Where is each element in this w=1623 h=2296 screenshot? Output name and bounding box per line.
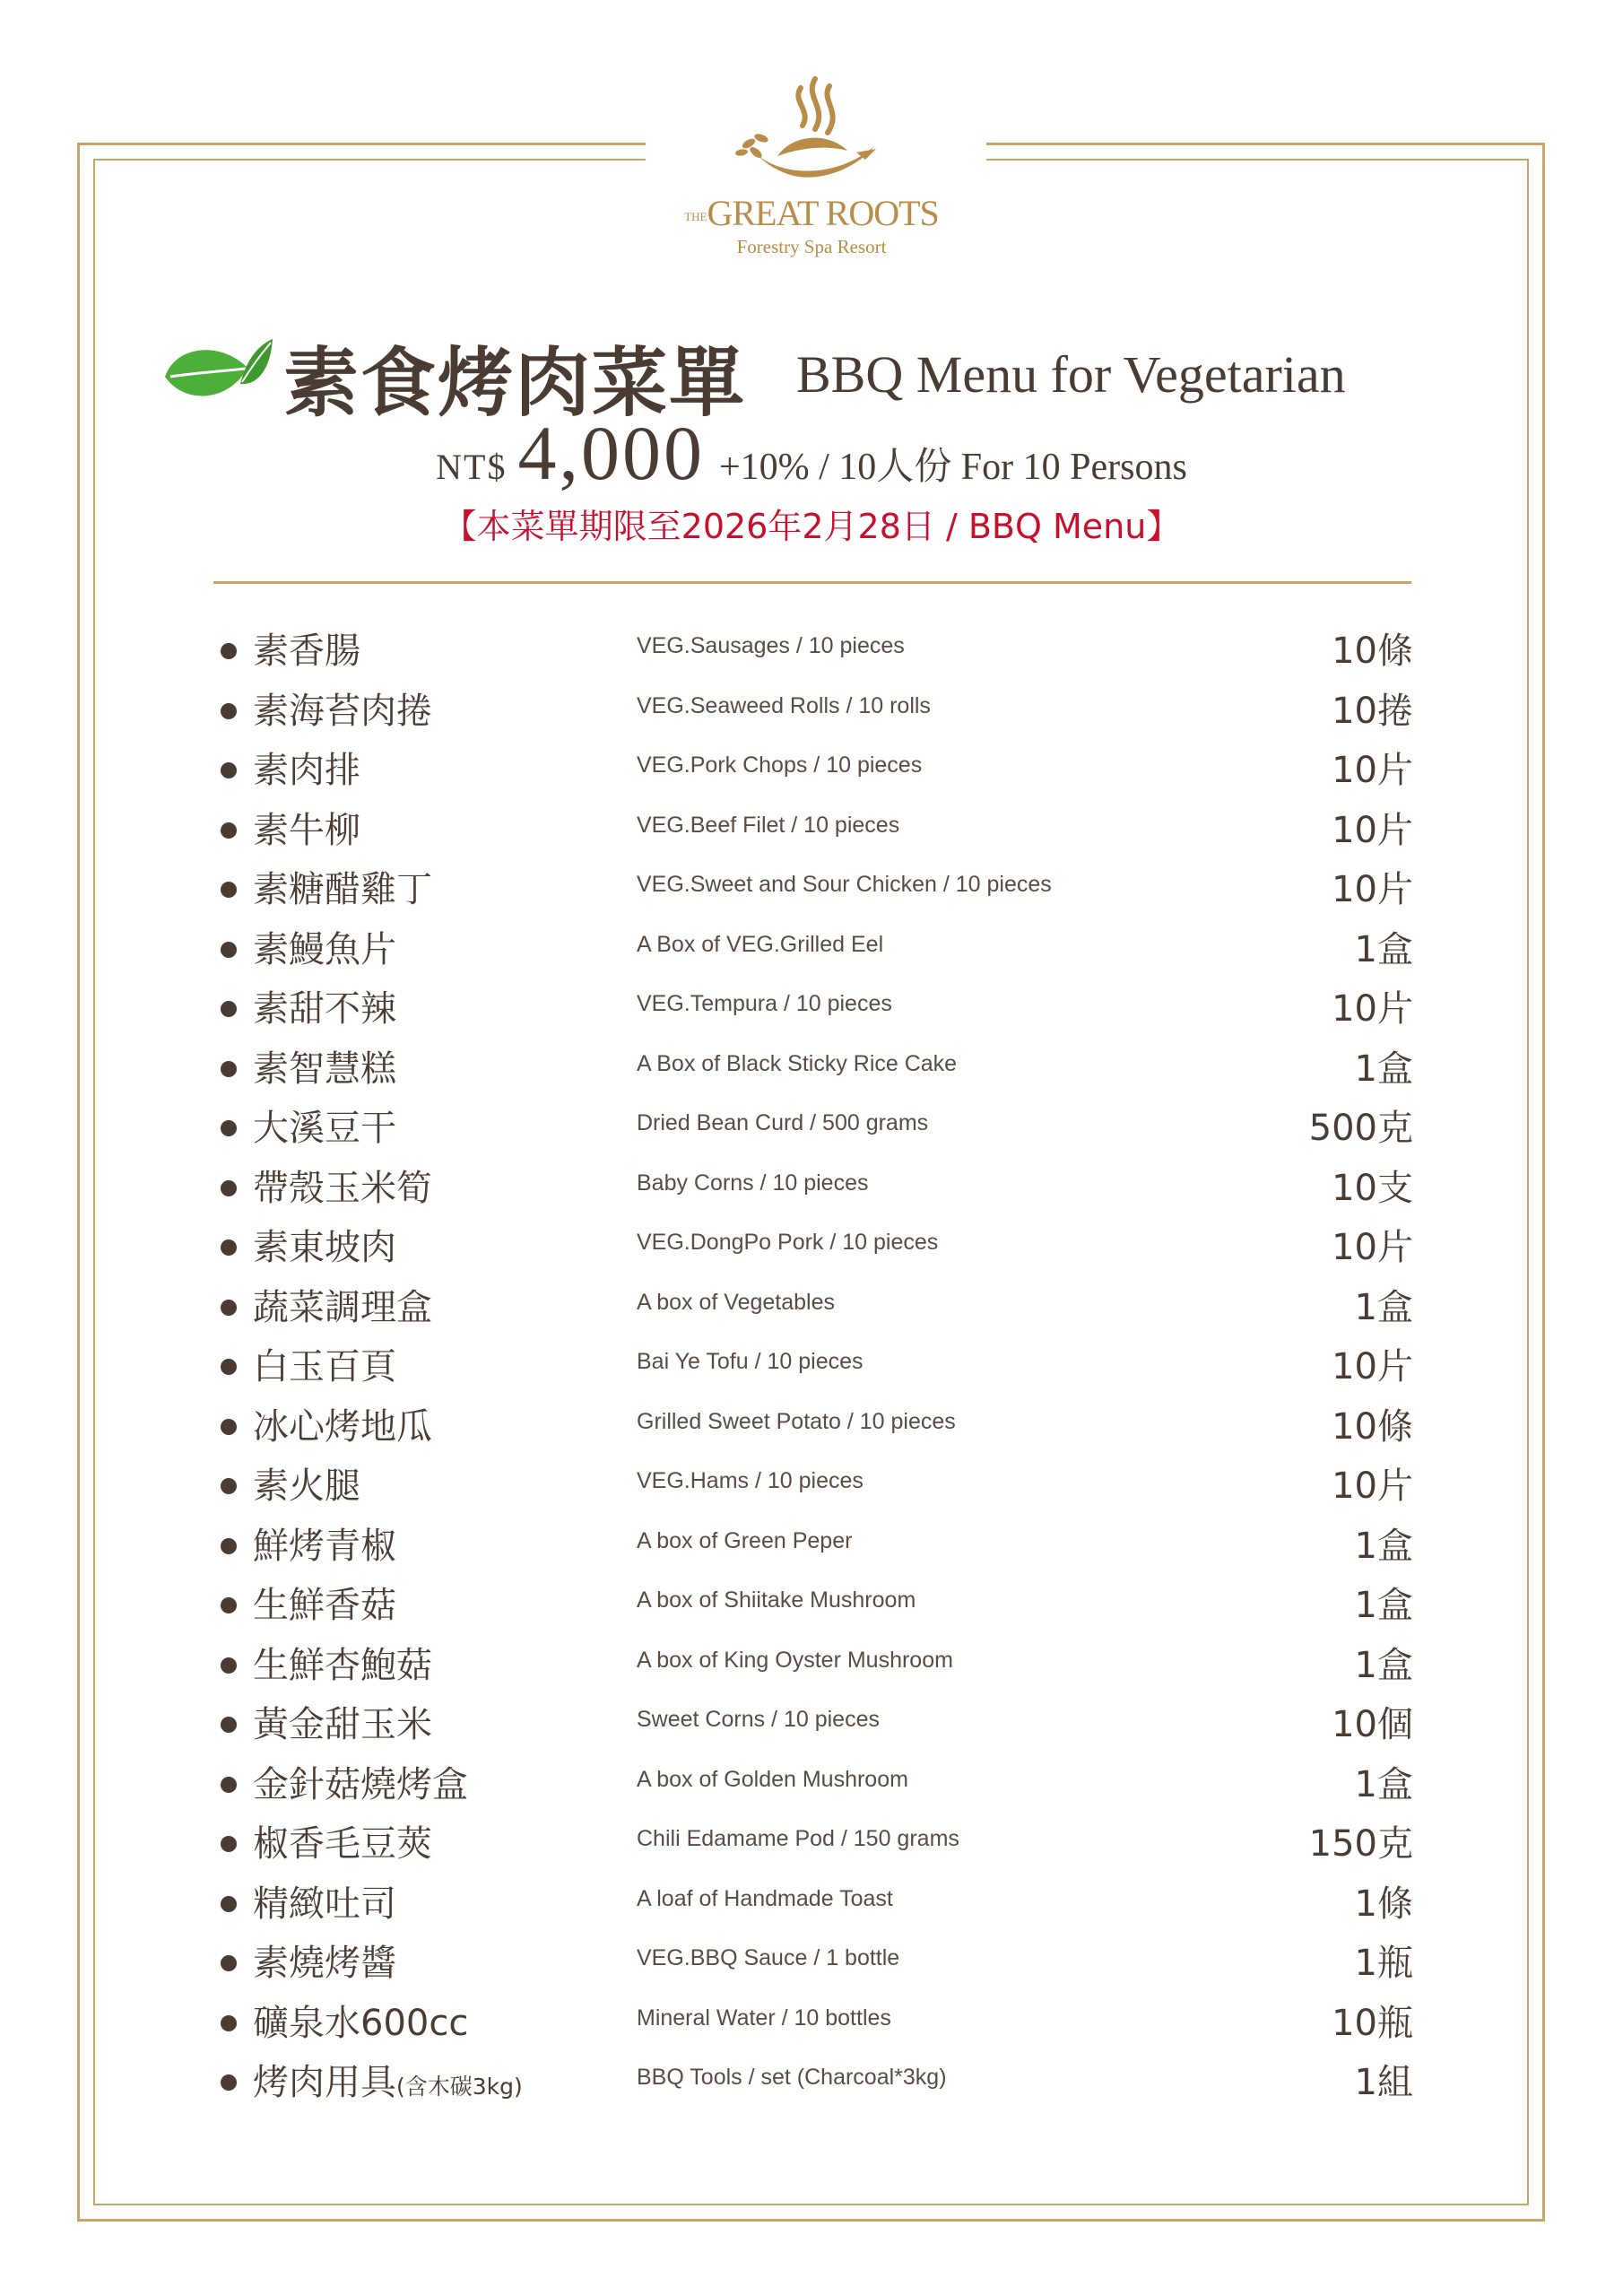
menu-item [221,1213,1413,1274]
menu-item [221,796,1413,857]
title-english: BBQ Menu for Vegetarian [796,345,1346,404]
item-name-zh-text: 生鮮杏鮑菇 [253,1644,432,1686]
item-name-en: Baby Corns / 10 pieces [637,1170,869,1196]
item-quantity: 1盒 [1354,1286,1413,1328]
item-name-zh [253,1279,432,1330]
item-name-en: VEG.Tempura / 10 pieces [637,991,892,1016]
bullet-icon [221,882,237,898]
bird-logo-icon [722,70,901,196]
logo-the: THE [684,209,707,223]
item-quantity: 10片 [1332,1227,1413,1268]
divider [213,581,1411,584]
menu-item [221,1274,1413,1334]
menu-item-list [221,617,1413,2109]
item-name-zh [253,921,396,972]
item-quantity: 500克 [1308,1108,1413,1149]
price-row [0,408,1623,498]
item-name-zh-text: 椒香毛豆莢 [253,1823,432,1865]
item-name-zh [253,1696,432,1747]
item-name-zh [253,1935,396,1986]
bullet-icon [221,822,237,839]
menu-item [221,1512,1413,1572]
menu-item [221,1154,1413,1214]
bullet-icon [221,1717,237,1733]
item-name-zh-text: 白玉百頁 [253,1346,396,1387]
item-name-en: Sweet Corns / 10 pieces [637,1707,880,1732]
item-name-en: A box of Green Peper [637,1527,853,1553]
item-name-zh [253,1577,396,1628]
title-row [152,323,1408,427]
item-quantity: 1盒 [1354,1644,1413,1686]
item-name-zh-text: 素海苔肉捲 [253,690,432,732]
item-name-zh-text: 素甜不辣 [253,988,396,1030]
menu-item [221,975,1413,1035]
bullet-icon [221,942,237,958]
bullet-icon [221,1955,237,1971]
item-quantity: 10瓶 [1332,2002,1413,2044]
item-quantity: 1條 [1354,1883,1413,1925]
menu-item [221,2048,1413,2109]
item-quantity: 10捲 [1332,690,1413,732]
bullet-icon [221,1001,237,1017]
bullet-icon [221,1597,237,1613]
menu-item [221,736,1413,796]
menu-item [221,1035,1413,1095]
item-name-en: VEG.Sweet and Sour Chicken / 10 pieces [637,872,1052,897]
leaf-icon [158,332,274,413]
item-name-zh-text: 冰心烤地瓜 [253,1405,432,1448]
item-name-en: VEG.Beef Filet / 10 pieces [637,812,900,838]
item-name-zh [253,622,360,674]
item-name-zh-text: 素糖醋雞丁 [253,869,432,910]
bullet-icon [221,1777,237,1793]
price-amount: 4,000 [517,410,705,496]
item-name-zh [253,1637,432,1688]
item-quantity: 150克 [1308,1823,1413,1865]
item-name-en: A Box of VEG.Grilled Eel [637,931,884,957]
item-name-en: VEG.Seaweed Rolls / 10 rolls [637,692,931,718]
item-name-zh [253,1160,432,1211]
item-quantity: 1盒 [1354,928,1413,970]
menu-item [221,1631,1413,1692]
item-quantity: 1盒 [1354,1525,1413,1567]
item-name-zh-text: 帶殼玉米筍 [253,1167,432,1209]
item-name-zh-text: 生鮮香菇 [253,1585,396,1626]
item-name-zh-text: 黃金甜玉米 [253,1704,432,1745]
bullet-icon [221,1478,237,1494]
bullet-icon [221,2074,237,2091]
item-name-zh [253,1457,360,1509]
item-name-zh-text: 素火腿 [253,1465,360,1507]
item-name-zh-note: (含木碳3kg) [396,2074,523,2100]
item-name-zh [253,683,432,734]
item-name-zh [253,802,360,853]
item-name-en: Mineral Water / 10 bottles [637,2005,891,2031]
item-quantity: 10片 [1332,869,1413,910]
item-name-zh-text: 素鰻魚片 [253,928,396,970]
title-chinese: 素食烤肉菜單 [283,338,747,427]
menu-item [221,1094,1413,1154]
menu-item [221,1452,1413,1512]
logo-name-text: GREAT ROOTS [707,193,939,233]
item-quantity: 1組 [1354,2062,1413,2103]
menu-item [221,1870,1413,1930]
item-name-zh [253,1518,396,1569]
menu-item [221,1393,1413,1453]
item-name-zh-text: 素燒烤醬 [253,1943,396,1984]
bullet-icon [221,1239,237,1256]
bullet-icon [221,1061,237,1077]
item-name-en: Chili Edamame Pod / 150 grams [637,1826,959,1851]
item-name-en: VEG.BBQ Sauce / 1 bottle [637,1945,900,1970]
menu-item [221,1989,1413,2049]
item-name-zh-text: 素肉排 [253,750,360,791]
item-name-en: Grilled Sweet Potato / 10 pieces [637,1408,956,1434]
validity-notice: 【本菜單期限至2026年2月28日 / BBQ Menu】 [442,507,1181,546]
item-quantity: 10片 [1332,809,1413,851]
item-name-zh [253,1398,432,1449]
item-name-en: A Box of Black Sticky Rice Cake [637,1050,958,1076]
logo-subtitle: Forestry Spa Resort [736,235,887,257]
item-name-en: BBQ Tools / set (Charcoal*3kg) [637,2065,947,2090]
logo-name [681,193,942,235]
item-quantity: 10條 [1332,631,1413,672]
menu-item [221,1929,1413,1989]
item-name-zh-text: 金針菇燒烤盒 [253,1763,468,1805]
item-name-zh [253,1815,432,1866]
item-quantity: 1盒 [1354,1763,1413,1805]
menu-item [221,1751,1413,1811]
bullet-icon [221,643,237,659]
item-name-zh-text: 礦泉水600cc [253,2002,469,2044]
menu-item [221,617,1413,677]
bullet-icon [221,1180,237,1196]
item-name-zh-text: 蔬菜調理盒 [253,1286,432,1328]
item-quantity: 10個 [1332,1704,1413,1745]
bullet-icon [221,1836,237,1852]
item-name-zh-text: 烤肉用具 [253,2062,396,2103]
item-name-zh [253,1338,396,1389]
item-quantity: 10片 [1332,750,1413,791]
item-name-en: A box of Vegetables [637,1289,836,1315]
item-name-en: VEG.DongPo Pork / 10 pieces [637,1230,939,1255]
item-name-zh-text: 素智慧糕 [253,1048,396,1090]
item-name-en: VEG.Pork Chops / 10 pieces [637,752,923,778]
menu-item [221,1810,1413,1870]
menu-item [221,1571,1413,1631]
menu-item [221,1691,1413,1751]
item-name-zh [253,1040,396,1091]
item-name-zh-text: 精緻吐司 [253,1883,396,1925]
item-name-zh [253,861,432,912]
item-quantity: 10片 [1332,988,1413,1030]
item-quantity: 10片 [1332,1346,1413,1387]
item-name-zh [253,1219,396,1270]
item-name-zh [253,742,360,793]
item-name-zh-text: 素香腸 [253,631,360,672]
item-name-zh-text: 素東坡肉 [253,1227,396,1268]
menu-item [221,1333,1413,1393]
bullet-icon [221,1419,237,1435]
item-name-en: A loaf of Handmade Toast [637,1885,893,1911]
bullet-icon [221,703,237,719]
bullet-icon [221,1657,237,1674]
item-name-zh-text: 大溪豆干 [253,1108,396,1149]
item-quantity: 1瓶 [1354,1943,1413,1984]
bullet-icon [221,1538,237,1554]
item-name-zh [253,980,396,1031]
item-quantity: 10支 [1332,1167,1413,1209]
bullet-icon [221,1359,237,1375]
item-name-en: A box of King Oyster Mushroom [637,1647,953,1673]
bullet-icon [221,1120,237,1136]
resort-logo [681,70,942,276]
item-name-en: Dried Bean Curd / 500 grams [637,1110,929,1135]
bullet-icon [221,762,237,778]
item-quantity: 1盒 [1354,1048,1413,1090]
menu-item [221,856,1413,916]
item-quantity: 10片 [1332,1465,1413,1507]
item-name-zh [253,2054,523,2105]
item-name-en: A box of Golden Mushroom [637,1766,908,1792]
price-currency: NT$ [436,447,508,487]
item-name-en: VEG.Sausages / 10 pieces [637,633,905,658]
menu-item [221,916,1413,976]
item-name-zh-text: 鮮烤青椒 [253,1525,396,1567]
bullet-icon [221,1896,237,1912]
item-name-zh [253,1756,468,1807]
item-name-en: A box of Shiitake Mushroom [637,1587,916,1613]
price-terms: +10% / 10人份 For 10 Persons [718,447,1187,488]
item-name-en: VEG.Hams / 10 pieces [637,1468,864,1493]
item-name-zh [253,1875,396,1926]
item-name-zh [253,1100,396,1151]
item-name-en: Bai Ye Tofu / 10 pieces [637,1349,864,1374]
item-quantity: 1盒 [1354,1585,1413,1626]
bullet-icon [221,2015,237,2031]
menu-item [221,677,1413,737]
item-name-zh [253,1995,468,2046]
item-quantity: 10條 [1332,1405,1413,1448]
bullet-icon [221,1300,237,1316]
item-name-zh-text: 素牛柳 [253,809,360,851]
